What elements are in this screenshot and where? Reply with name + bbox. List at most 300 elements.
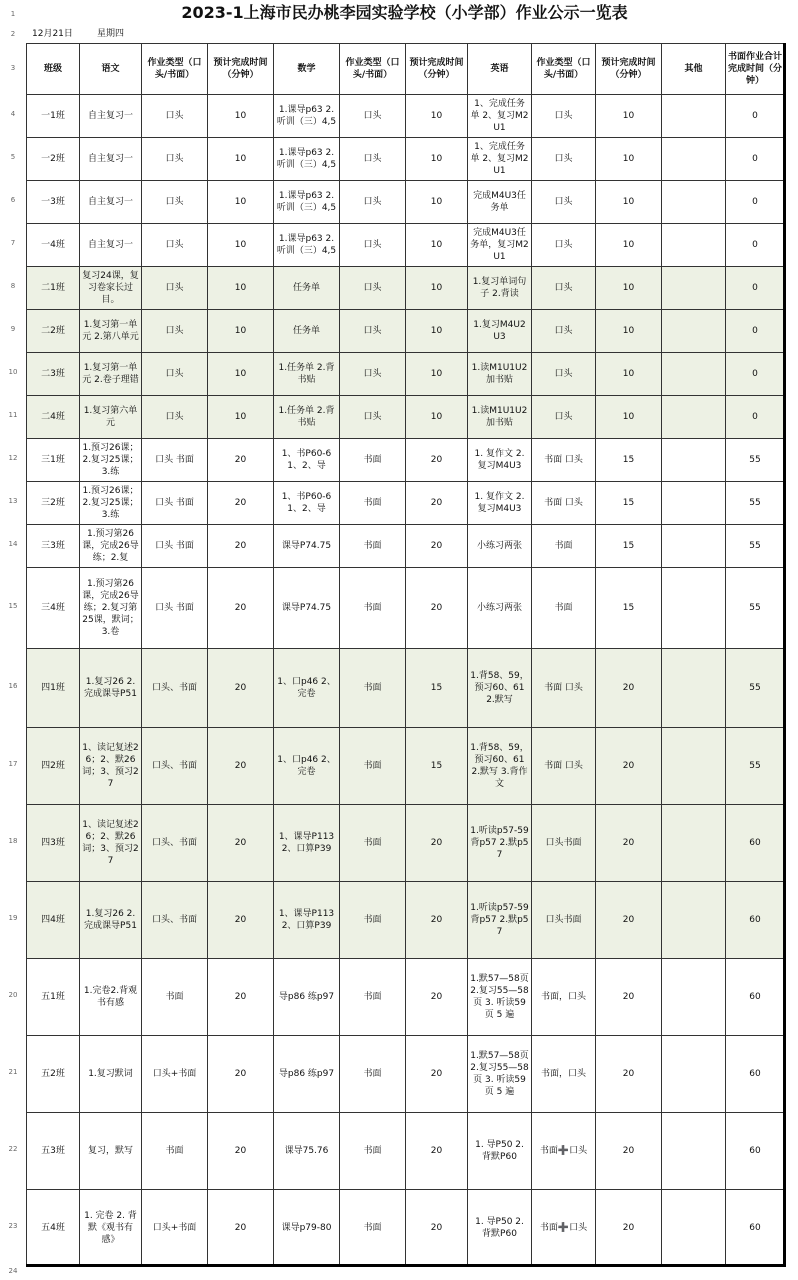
- cell-text: 1.预习26课；2.复习25课；3.练: [82, 486, 139, 520]
- class-cell: [27, 568, 80, 649]
- other-cell: [662, 439, 726, 482]
- type-cell: [532, 439, 596, 482]
- cell-text: 复习24课，复习卷家长过目。: [82, 271, 139, 305]
- other-cell: [662, 138, 726, 181]
- class-cell: [27, 181, 80, 224]
- cell-text: 55: [749, 498, 761, 508]
- type-cell: [142, 310, 208, 353]
- cell-text: 0: [752, 240, 758, 250]
- table-row: [27, 525, 785, 568]
- other-cell: [662, 525, 726, 568]
- other-cell: [662, 649, 726, 728]
- cell-text: 书面: [165, 992, 184, 1002]
- cell-text: 口头: [363, 283, 382, 293]
- type-cell: [532, 95, 596, 138]
- cell-text: 1.听读p57-59背p57 2.默p57: [470, 826, 529, 860]
- total-cell: [726, 353, 785, 396]
- cell-text: 20: [622, 838, 635, 848]
- cell-text: 书面: [363, 1146, 382, 1156]
- cell-text: 课导P74.75: [281, 603, 332, 613]
- cell-text: 20: [430, 541, 443, 551]
- cell-text: 10: [430, 326, 443, 336]
- cell-text: 20: [430, 992, 443, 1002]
- cell-text: 10: [622, 412, 635, 422]
- cell-text: 20: [234, 603, 247, 613]
- type-cell: [340, 525, 406, 568]
- time-cell: [208, 568, 274, 649]
- header-math: 数学: [274, 44, 340, 95]
- row-number: 13: [8, 497, 18, 505]
- total-cell: [726, 959, 785, 1036]
- cell-text: 口头: [165, 412, 184, 422]
- total-cell: [726, 1113, 785, 1190]
- time-cell: [406, 882, 468, 959]
- type-cell: [340, 805, 406, 882]
- cell-text: 1.复习默词: [88, 1069, 133, 1079]
- type-cell: [142, 728, 208, 805]
- math-cell: [274, 181, 340, 224]
- time-cell: [596, 1036, 662, 1113]
- cell-text: 55: [749, 761, 761, 771]
- cell-text: 书面: [165, 1146, 184, 1156]
- type-cell: [340, 95, 406, 138]
- cell-text: 1.课导p63 2.听训（三）4,5: [276, 191, 337, 213]
- table-row: [27, 728, 785, 805]
- english-cell: [468, 805, 532, 882]
- chinese-cell: [80, 353, 142, 396]
- cell-text: 五4班: [41, 1223, 65, 1233]
- type-cell: [340, 1036, 406, 1113]
- cell-text: 20: [234, 1146, 247, 1156]
- table-row: [27, 482, 785, 525]
- math-cell: [274, 224, 340, 267]
- weekday-cell: 星期四: [97, 29, 125, 39]
- cell-text: 三3班: [41, 541, 65, 551]
- cell-text: 0: [752, 412, 758, 422]
- cell-text: 1.读M1U1U2加书贴: [471, 363, 528, 385]
- cell-text: 书面: [554, 541, 573, 551]
- class-cell: [27, 1036, 80, 1113]
- time-cell: [208, 649, 274, 728]
- class-cell: [27, 1113, 80, 1190]
- row-number: 4: [10, 110, 16, 118]
- math-cell: [274, 353, 340, 396]
- cell-text: 书面: [363, 603, 382, 613]
- type-cell: [340, 138, 406, 181]
- cell-text: 10: [430, 240, 443, 250]
- cell-text: 完成M4U3任务单: [473, 191, 526, 213]
- cell-text: 20: [234, 498, 247, 508]
- cell-text: 1.课导p63 2.听训（三）4,5: [276, 148, 337, 170]
- chinese-cell: [80, 882, 142, 959]
- cell-text: 1.复习单词句子 2.背读: [472, 277, 527, 299]
- english-cell: [468, 728, 532, 805]
- cell-text: 自主复习一: [87, 240, 133, 250]
- type-cell: [532, 1190, 596, 1267]
- cell-text: 10: [234, 240, 247, 250]
- table-row: [27, 882, 785, 959]
- cell-text: 书面: [363, 761, 382, 771]
- total-cell: [726, 1036, 785, 1113]
- math-cell: [274, 1036, 340, 1113]
- time-cell: [596, 649, 662, 728]
- type-cell: [142, 138, 208, 181]
- type-cell: [532, 138, 596, 181]
- chinese-cell: [80, 224, 142, 267]
- row-number: 22: [8, 1145, 18, 1153]
- cell-text: 二4班: [41, 412, 65, 422]
- cell-text: 口头书面: [545, 915, 582, 925]
- type-cell: [142, 95, 208, 138]
- cell-text: 课导75.76: [284, 1146, 329, 1156]
- cell-text: 1.复习26 2.完成课导P51: [84, 909, 137, 931]
- time-cell: [596, 1113, 662, 1190]
- time-cell: [208, 482, 274, 525]
- math-cell: [274, 267, 340, 310]
- time-cell: [208, 267, 274, 310]
- cell-text: 15: [430, 761, 443, 771]
- cell-text: 口头、书面: [151, 683, 197, 693]
- total-cell: [726, 181, 785, 224]
- cell-text: 书面: [363, 992, 382, 1002]
- row-number: 14: [8, 540, 18, 548]
- cell-text: 口头: [363, 197, 382, 207]
- cell-text: 0: [752, 111, 758, 121]
- sheet-title: 2023-1上海市民办桃李园实验学校（小学部）作业公示一览表: [181, 3, 628, 22]
- cell-text: 1、读记复述26；2、默26词；3、预习27: [82, 820, 139, 866]
- row-number: 18: [8, 837, 18, 845]
- time-cell: [208, 959, 274, 1036]
- time-cell: [406, 805, 468, 882]
- total-cell: [726, 568, 785, 649]
- cell-text: 20: [430, 838, 443, 848]
- class-cell: [27, 439, 80, 482]
- chinese-cell: [80, 649, 142, 728]
- chinese-cell: [80, 439, 142, 482]
- cell-text: 课导p79-80: [281, 1223, 332, 1233]
- row-number: 1: [10, 10, 16, 18]
- time-cell: [596, 959, 662, 1036]
- cell-text: 1、书P60-61、2、导: [281, 449, 332, 471]
- time-cell: [406, 525, 468, 568]
- cell-text: 20: [430, 915, 443, 925]
- english-cell: [468, 310, 532, 353]
- time-cell: [596, 1190, 662, 1267]
- cell-text: 10: [430, 111, 443, 121]
- math-cell: [274, 1190, 340, 1267]
- cell-text: 口头: [165, 240, 184, 250]
- total-cell: [726, 728, 785, 805]
- english-cell: [468, 396, 532, 439]
- type-cell: [340, 959, 406, 1036]
- time-cell: [406, 728, 468, 805]
- other-cell: [662, 1190, 726, 1267]
- cell-text: 20: [234, 838, 247, 848]
- row-number: 20: [8, 991, 18, 999]
- row-number: 12: [8, 454, 18, 462]
- total-cell: [726, 525, 785, 568]
- cell-text: 1.课导p63 2.听训（三）4,5: [276, 105, 337, 127]
- row-number: 10: [8, 368, 18, 376]
- time-cell: [406, 439, 468, 482]
- english-cell: [468, 267, 532, 310]
- cell-text: 10: [430, 283, 443, 293]
- type-cell: [532, 224, 596, 267]
- cell-text: 15: [622, 541, 635, 551]
- cell-text: 导p86 练p97: [278, 1069, 335, 1079]
- cell-text: 20: [430, 1069, 443, 1079]
- cell-text: 口头: [165, 154, 184, 164]
- cell-text: 10: [622, 197, 635, 207]
- header-class: 班级: [27, 44, 80, 95]
- class-cell: [27, 1190, 80, 1267]
- cell-text: 20: [430, 498, 443, 508]
- cell-text: 口头+书面: [152, 1223, 197, 1233]
- type-cell: [142, 224, 208, 267]
- cell-text: 55: [749, 541, 761, 551]
- type-cell: [340, 267, 406, 310]
- cell-text: 10: [234, 283, 247, 293]
- cell-text: 一3班: [41, 197, 65, 207]
- cell-text: 55: [749, 455, 761, 465]
- cell-text: 一1班: [41, 111, 65, 121]
- english-cell: [468, 959, 532, 1036]
- header-total: 书面作业合计完成时间（分钟）: [726, 44, 785, 95]
- table-row: [27, 95, 785, 138]
- cell-text: 口头: [554, 412, 573, 422]
- sheet-border-bottom: [26, 1264, 786, 1267]
- time-cell: [208, 728, 274, 805]
- type-cell: [142, 525, 208, 568]
- homework-table: [26, 43, 785, 1267]
- type-cell: [340, 353, 406, 396]
- cell-text: 10: [622, 154, 635, 164]
- cell-text: 口头: [363, 154, 382, 164]
- cell-text: 四2班: [41, 761, 65, 771]
- cell-text: 书面➕口头: [539, 1223, 588, 1233]
- cell-text: 小练习两张: [476, 541, 522, 551]
- cell-text: 五1班: [41, 992, 65, 1002]
- header-time-2: 预计完成时间（分钟）: [406, 44, 468, 95]
- type-cell: [532, 649, 596, 728]
- cell-text: 20: [234, 1069, 247, 1079]
- total-cell: [726, 482, 785, 525]
- math-cell: [274, 649, 340, 728]
- type-cell: [142, 1036, 208, 1113]
- time-cell: [406, 353, 468, 396]
- time-cell: [406, 267, 468, 310]
- class-cell: [27, 805, 80, 882]
- other-cell: [662, 95, 726, 138]
- class-cell: [27, 353, 80, 396]
- time-cell: [406, 649, 468, 728]
- cell-text: 1.预习第26课，完成26导练；2.复: [82, 529, 139, 563]
- cell-text: 1、口p46 2、完卷: [277, 755, 336, 777]
- time-cell: [208, 310, 274, 353]
- header-time-3: 预计完成时间（分钟）: [596, 44, 662, 95]
- cell-text: 1.复习26 2.完成课导P51: [84, 677, 137, 699]
- date-cell: 12月21日: [32, 29, 73, 39]
- chinese-cell: [80, 138, 142, 181]
- chinese-cell: [80, 1190, 142, 1267]
- cell-text: 四3班: [41, 838, 65, 848]
- cell-text: 10: [430, 154, 443, 164]
- row-number: 9: [10, 325, 16, 333]
- type-cell: [142, 353, 208, 396]
- cell-text: 1.预习第26课，完成26导练；2.复习第25课，默词；3.卷: [82, 579, 139, 637]
- cell-text: 口头: [554, 197, 573, 207]
- cell-text: 1.背58、59，预习60、61 2.默写: [470, 671, 529, 705]
- cell-text: 1.完卷2.背观书有感: [83, 986, 138, 1008]
- cell-text: 口头: [554, 111, 573, 121]
- cell-text: 1. 复作文 2. 复习M4U3: [474, 492, 525, 514]
- math-cell: [274, 805, 340, 882]
- cell-text: 二2班: [41, 326, 65, 336]
- cell-text: 55: [749, 683, 761, 693]
- cell-text: 口头: [165, 369, 184, 379]
- cell-text: 1. 完卷 2. 背默《观书有感》: [84, 1211, 137, 1245]
- time-cell: [596, 396, 662, 439]
- class-cell: [27, 649, 80, 728]
- type-cell: [532, 568, 596, 649]
- cell-text: 1、书P60-61、2、导: [281, 492, 332, 514]
- cell-text: 自主复习一: [87, 197, 133, 207]
- time-cell: [208, 95, 274, 138]
- time-cell: [208, 1113, 274, 1190]
- time-cell: [208, 525, 274, 568]
- cell-text: 15: [622, 498, 635, 508]
- row-number: 21: [8, 1068, 18, 1076]
- type-cell: [142, 267, 208, 310]
- chinese-cell: [80, 396, 142, 439]
- cell-text: 二1班: [41, 283, 65, 293]
- cell-text: 60: [749, 1069, 761, 1079]
- time-cell: [406, 1036, 468, 1113]
- time-cell: [596, 525, 662, 568]
- cell-text: 20: [234, 915, 247, 925]
- cell-text: 1.听读p57-59背p57 2.默p57: [470, 903, 529, 937]
- cell-text: 20: [622, 1146, 635, 1156]
- cell-text: 10: [430, 197, 443, 207]
- cell-text: 10: [234, 111, 247, 121]
- time-cell: [596, 882, 662, 959]
- header-type-3: 作业类型（口头/书面）: [532, 44, 596, 95]
- row-number: 3: [10, 64, 16, 72]
- time-cell: [406, 138, 468, 181]
- type-cell: [532, 310, 596, 353]
- time-cell: [596, 224, 662, 267]
- cell-text: 1.复习第一单元 2.卷子理错: [82, 363, 139, 385]
- cell-text: 1.复习M4U2 U3: [473, 320, 526, 342]
- cell-text: 口头: [554, 240, 573, 250]
- cell-text: 10: [430, 369, 443, 379]
- chinese-cell: [80, 95, 142, 138]
- cell-text: 0: [752, 326, 758, 336]
- math-cell: [274, 959, 340, 1036]
- header-time-1: 预计完成时间（分钟）: [208, 44, 274, 95]
- type-cell: [340, 1190, 406, 1267]
- cell-text: 0: [752, 197, 758, 207]
- header-chinese: 语文: [80, 44, 142, 95]
- cell-text: 1、课导P113 2、口算P39: [278, 832, 335, 854]
- cell-text: 20: [622, 683, 635, 693]
- cell-text: 1.默57—58页 2.复习55—58页 3. 听读59页 5 遍: [470, 1051, 529, 1097]
- other-cell: [662, 1036, 726, 1113]
- cell-text: 20: [430, 1223, 443, 1233]
- row-number: 24: [8, 1267, 18, 1275]
- cell-text: 书面: [363, 915, 382, 925]
- type-cell: [340, 882, 406, 959]
- type-cell: [532, 353, 596, 396]
- header-english: 英语: [468, 44, 532, 95]
- class-cell: [27, 482, 80, 525]
- english-cell: [468, 138, 532, 181]
- english-cell: [468, 882, 532, 959]
- type-cell: [340, 568, 406, 649]
- english-cell: [468, 525, 532, 568]
- time-cell: [596, 568, 662, 649]
- cell-text: 口头: [363, 369, 382, 379]
- cell-text: 书面 口头: [544, 761, 583, 771]
- cell-text: 口头 书面: [155, 455, 194, 465]
- class-cell: [27, 882, 80, 959]
- cell-text: 20: [622, 915, 635, 925]
- table-row: [27, 649, 785, 728]
- type-cell: [142, 396, 208, 439]
- cell-text: 课导P74.75: [281, 541, 332, 551]
- cell-text: 口头: [165, 283, 184, 293]
- time-cell: [208, 224, 274, 267]
- cell-text: 10: [622, 326, 635, 336]
- total-cell: [726, 267, 785, 310]
- type-cell: [532, 267, 596, 310]
- other-cell: [662, 353, 726, 396]
- math-cell: [274, 138, 340, 181]
- cell-text: 二3班: [41, 369, 65, 379]
- english-cell: [468, 568, 532, 649]
- cell-text: 10: [622, 369, 635, 379]
- class-cell: [27, 224, 80, 267]
- total-cell: [726, 396, 785, 439]
- class-cell: [27, 396, 80, 439]
- english-cell: [468, 1036, 532, 1113]
- cell-text: 1、课导P113 2、口算P39: [278, 909, 335, 931]
- table-row: [27, 1190, 785, 1267]
- english-cell: [468, 439, 532, 482]
- cell-text: 10: [234, 412, 247, 422]
- cell-text: 10: [234, 154, 247, 164]
- time-cell: [596, 181, 662, 224]
- time-cell: [406, 1190, 468, 1267]
- cell-text: 自主复习一: [87, 111, 133, 121]
- cell-text: 15: [430, 683, 443, 693]
- time-cell: [596, 95, 662, 138]
- type-cell: [340, 482, 406, 525]
- other-cell: [662, 224, 726, 267]
- cell-text: 10: [234, 326, 247, 336]
- cell-text: 书面 口头: [544, 498, 583, 508]
- total-cell: [726, 310, 785, 353]
- cell-text: 20: [622, 1223, 635, 1233]
- other-cell: [662, 728, 726, 805]
- type-cell: [142, 959, 208, 1036]
- cell-text: 1、完成任务单 2、复习M2U1: [470, 99, 529, 133]
- time-cell: [596, 310, 662, 353]
- cell-text: 口头: [554, 283, 573, 293]
- cell-text: 20: [622, 992, 635, 1002]
- cell-text: 口头: [165, 197, 184, 207]
- time-cell: [208, 882, 274, 959]
